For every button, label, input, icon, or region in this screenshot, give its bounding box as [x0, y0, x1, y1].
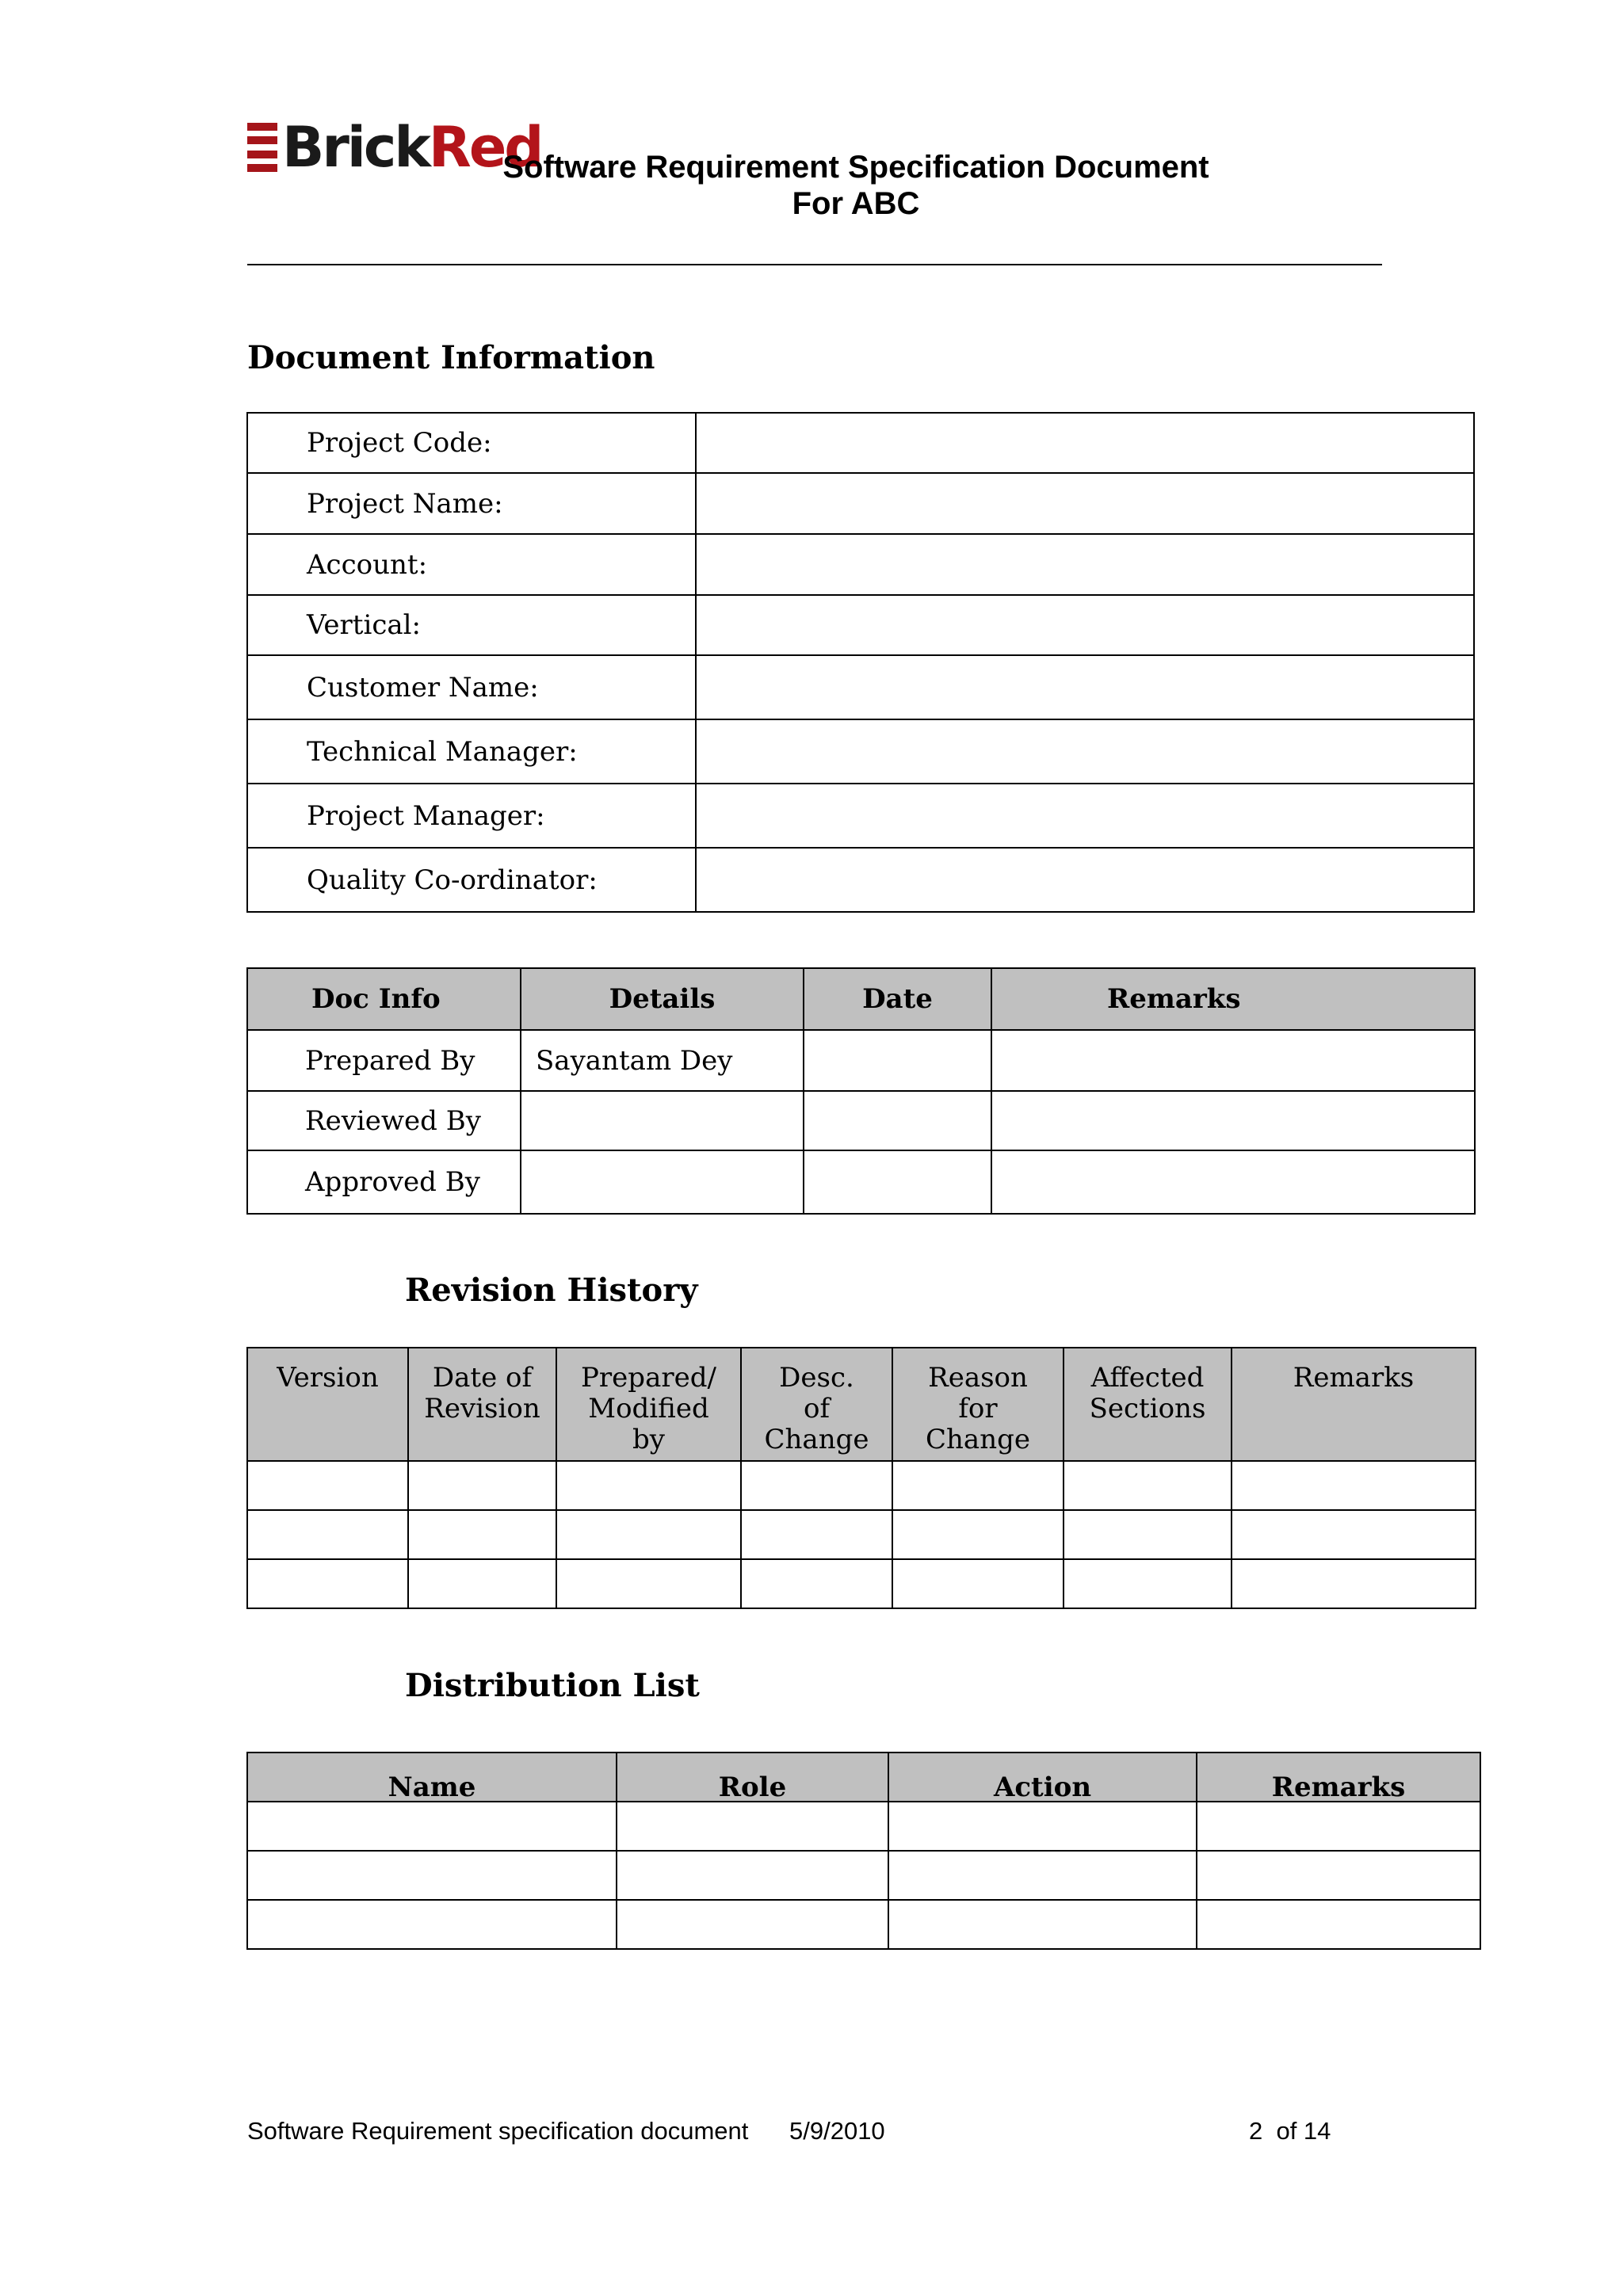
table-row — [247, 848, 1474, 912]
column-header — [556, 1348, 741, 1461]
table-cell — [1064, 1510, 1232, 1559]
table-row — [247, 413, 1474, 473]
table-header-row — [247, 1753, 1480, 1802]
table-cell — [741, 1559, 892, 1608]
doc-info-cell: Approved By — [247, 1150, 521, 1214]
info-value — [696, 848, 1474, 912]
table-cell — [1232, 1559, 1476, 1608]
doc-info-cell: Prepared By — [247, 1030, 521, 1091]
table-cell — [247, 1559, 408, 1608]
table-cell — [408, 1559, 556, 1608]
table-row — [247, 1802, 1480, 1851]
remarks-cell — [991, 1091, 1475, 1150]
header-line: Affected — [1090, 1362, 1205, 1394]
date-cell — [804, 1150, 991, 1214]
footer-page-number: 2 of 14 — [1249, 2117, 1331, 2145]
table-header-row — [247, 1348, 1476, 1461]
revision-history-table — [246, 1347, 1476, 1609]
header-line: Desc. — [779, 1362, 854, 1394]
table-row — [247, 784, 1474, 848]
column-header: Doc Info — [247, 968, 521, 1030]
info-value — [696, 655, 1474, 719]
header-line: Revision — [424, 1393, 540, 1425]
info-label: Project Name: — [247, 473, 696, 534]
table-cell — [247, 1900, 617, 1949]
revision-history-heading: Revision History — [405, 1272, 698, 1309]
logo-bars-icon — [247, 123, 277, 172]
table-row — [247, 1900, 1480, 1949]
table-row — [247, 655, 1474, 719]
header-title — [444, 149, 1268, 222]
header-line: Change — [926, 1424, 1030, 1455]
info-label: Quality Co-ordinator: — [247, 848, 696, 912]
header-line: of — [803, 1393, 831, 1425]
header-line: Version — [277, 1362, 379, 1394]
details-cell — [521, 1150, 804, 1214]
column-header: Date — [804, 968, 991, 1030]
header-line: Reason — [928, 1362, 1028, 1394]
doc-info-cell: Reviewed By — [247, 1091, 521, 1150]
table-row — [247, 1851, 1480, 1900]
column-header — [1232, 1348, 1476, 1461]
info-label: Technical Manager: — [247, 719, 696, 784]
table-row — [247, 1559, 1476, 1608]
column-header: Name — [247, 1753, 617, 1802]
table-cell — [888, 1851, 1197, 1900]
table-cell — [1197, 1900, 1480, 1949]
info-label: Project Manager: — [247, 784, 696, 848]
logo-text-brick: Brick — [282, 115, 429, 180]
header-line: Change — [764, 1424, 869, 1455]
document-information-table — [246, 412, 1475, 913]
table-row — [247, 719, 1474, 784]
info-value — [696, 473, 1474, 534]
doc-info-table — [246, 967, 1476, 1215]
table-cell — [617, 1851, 888, 1900]
table-cell — [741, 1510, 892, 1559]
info-value — [696, 595, 1474, 655]
table-cell — [1232, 1510, 1476, 1559]
table-cell — [247, 1461, 408, 1510]
table-header-row — [247, 968, 1475, 1030]
info-value — [696, 534, 1474, 595]
table-cell — [556, 1559, 741, 1608]
header-line: by — [632, 1424, 665, 1455]
table-cell — [556, 1461, 741, 1510]
column-header — [408, 1348, 556, 1461]
column-header: Remarks — [991, 968, 1475, 1030]
header-title-line1: Software Requirement Specification Document — [502, 150, 1209, 185]
table-row — [247, 1030, 1475, 1091]
table-cell — [556, 1510, 741, 1559]
table-cell — [408, 1461, 556, 1510]
distribution-list-table — [246, 1752, 1481, 1950]
info-label: Project Code: — [247, 413, 696, 473]
details-cell — [521, 1091, 804, 1150]
remarks-cell — [991, 1150, 1475, 1214]
column-header — [892, 1348, 1064, 1461]
column-header: Details — [521, 968, 804, 1030]
table-cell — [617, 1802, 888, 1851]
remarks-cell — [991, 1030, 1475, 1091]
table-row — [247, 1510, 1476, 1559]
info-value — [696, 413, 1474, 473]
table-cell — [888, 1900, 1197, 1949]
table-cell — [892, 1510, 1064, 1559]
table-cell — [888, 1802, 1197, 1851]
details-cell: Sayantam Dey — [521, 1030, 804, 1091]
info-label: Customer Name: — [247, 655, 696, 719]
table-row — [247, 534, 1474, 595]
date-cell — [804, 1030, 991, 1091]
distribution-list-heading: Distribution List — [405, 1667, 700, 1704]
header-divider — [247, 264, 1382, 265]
table-row — [247, 1091, 1475, 1150]
column-header: Action — [888, 1753, 1197, 1802]
table-cell — [247, 1510, 408, 1559]
table-row — [247, 473, 1474, 534]
table-cell — [247, 1802, 617, 1851]
info-label: Vertical: — [247, 595, 696, 655]
table-cell — [1197, 1851, 1480, 1900]
header-line: Sections — [1089, 1393, 1206, 1425]
table-row — [247, 1150, 1475, 1214]
column-header: Remarks — [1197, 1753, 1480, 1802]
document-information-heading: Document Information — [247, 339, 655, 376]
header-line: Prepared/ — [581, 1362, 716, 1394]
footer-doc-name: Software Requirement specification document — [247, 2117, 749, 2145]
header-line: Remarks — [1293, 1362, 1415, 1394]
logo-text-red: Red — [428, 115, 542, 180]
footer-date: 5/9/2010 — [789, 2117, 885, 2145]
table-cell — [617, 1900, 888, 1949]
header-line: Date of — [432, 1362, 533, 1394]
table-cell — [1232, 1461, 1476, 1510]
table-cell — [408, 1510, 556, 1559]
table-row — [247, 595, 1474, 655]
table-cell — [892, 1461, 1064, 1510]
column-header: Role — [617, 1753, 888, 1802]
column-header — [247, 1348, 408, 1461]
table-cell — [892, 1559, 1064, 1608]
column-header — [1064, 1348, 1232, 1461]
info-value — [696, 719, 1474, 784]
header-title-line2: For ABC — [792, 186, 920, 221]
table-cell — [741, 1461, 892, 1510]
date-cell — [804, 1091, 991, 1150]
table-cell — [1064, 1559, 1232, 1608]
table-cell — [247, 1851, 617, 1900]
header-line: Modified — [588, 1393, 709, 1425]
column-header — [741, 1348, 892, 1461]
table-cell — [1197, 1802, 1480, 1851]
header-line: for — [958, 1393, 998, 1425]
info-label: Account: — [247, 534, 696, 595]
table-row — [247, 1461, 1476, 1510]
info-value — [696, 784, 1474, 848]
table-cell — [1064, 1461, 1232, 1510]
